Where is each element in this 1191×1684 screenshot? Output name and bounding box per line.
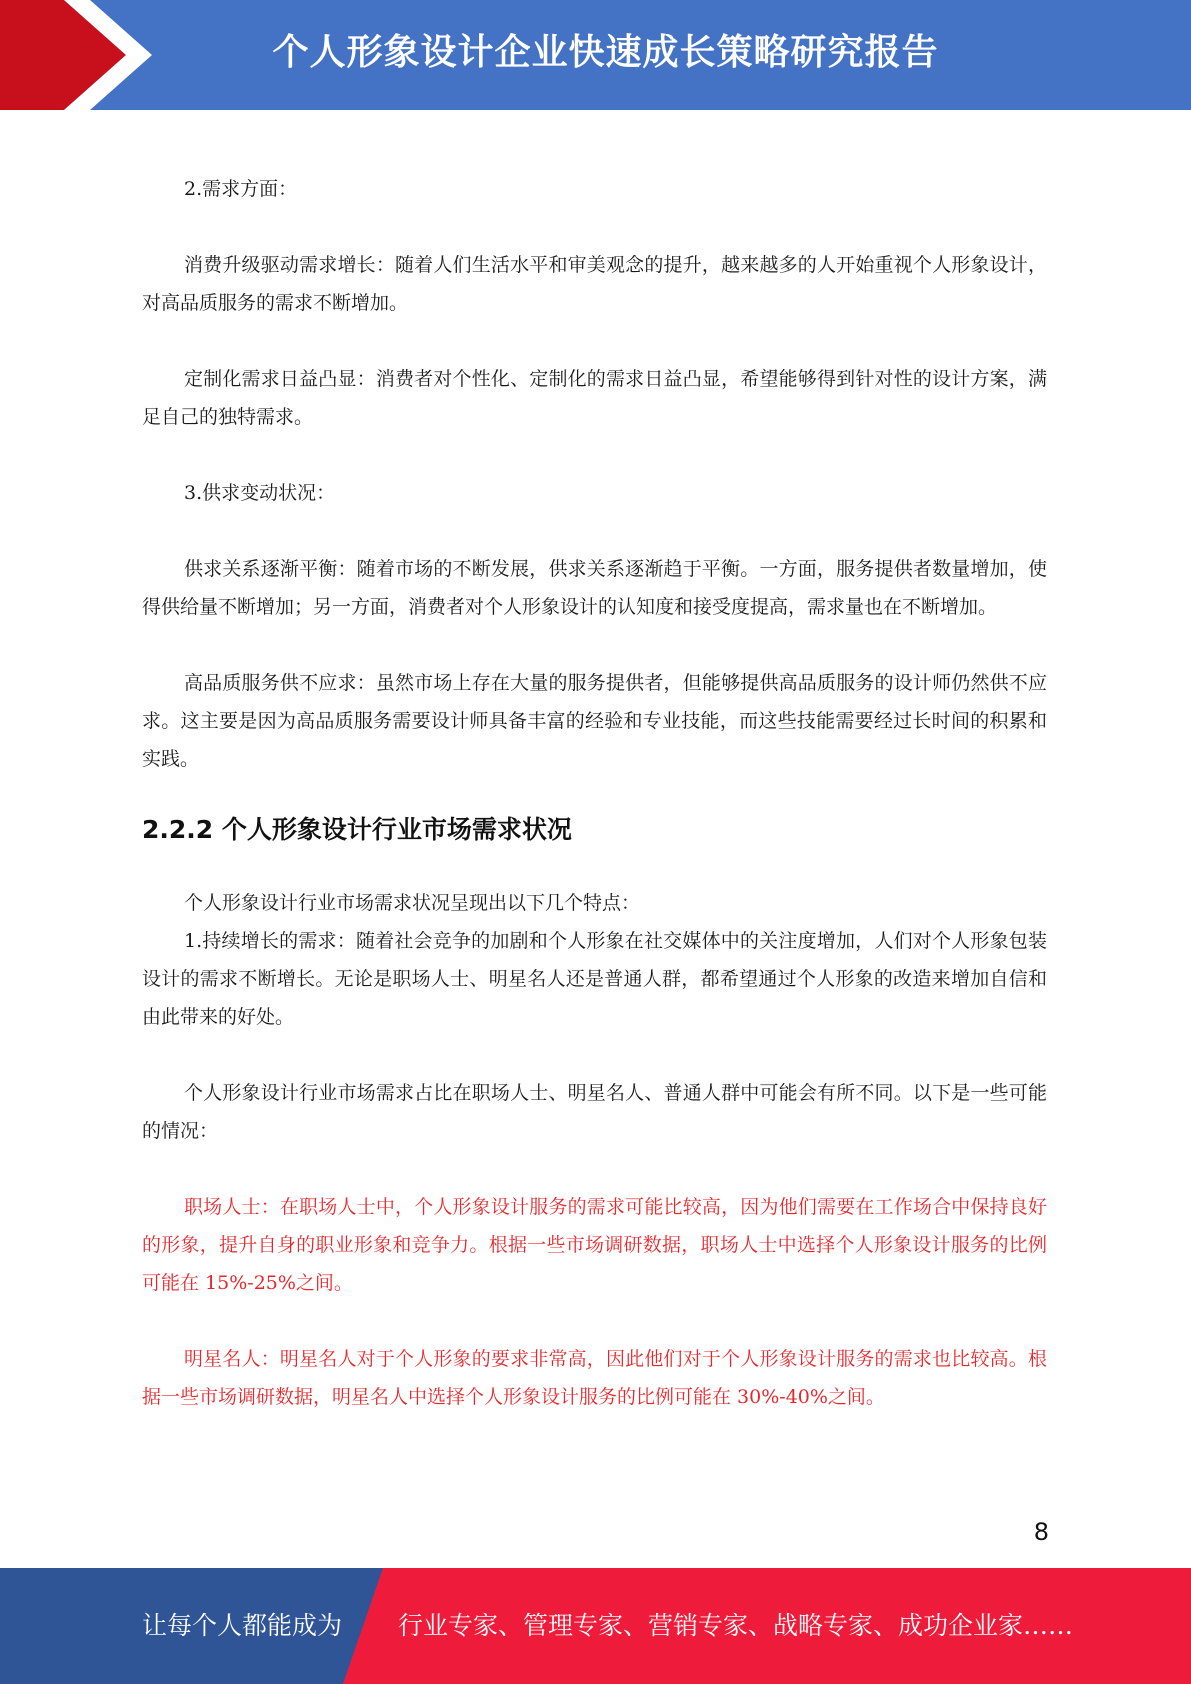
page-number: 8: [1033, 1518, 1049, 1546]
paragraph-consumption-upgrade: 消费升级驱动需求增长：随着人们生活水平和审美观念的提升，越来越多的人开始重视个人形象设计，对高品质服务的需求不断增加。: [142, 254, 1047, 314]
paragraph-high-quality-shortage: 高品质服务供不应求：虽然市场上存在大量的服务提供者，但能够提供高品质服务的设计师仍然供不应求。这主要是因为高品质服务需要设计师具备丰富的经验和专业技能，而这些技能需要经过长时间的积累和实践。: [142, 672, 1047, 770]
report-title: 个人形象设计企业快速成长策略研究报告: [272, 32, 939, 73]
paragraph-celebrities: 明星名人：明星名人对于个人形象的要求非常高，因此他们对于个人形象设计服务的需求也比较高。根据一些市场调研数据，明星名人中选择个人形象设计服务的比例可能在 30%-40%之间。: [142, 1348, 1047, 1408]
paragraph-demand-share: 个人形象设计行业市场需求占比在职场人士、明星名人、普通人群中可能会有所不同。以下是一些可能的情况：: [142, 1082, 1047, 1142]
paragraph-demand-aspect: 2.需求方面：: [184, 178, 298, 200]
page-footer: [0, 1568, 1191, 1684]
paragraph-supply-demand-title: 3.供求变动状况：: [184, 482, 336, 504]
paragraph-market-features: 个人形象设计行业市场需求状况呈现出以下几个特点：: [184, 892, 641, 914]
paragraph-continuous-growth: 1.持续增长的需求：随着社会竞争的加剧和个人形象在社交媒体中的关注度增加，人们对个人形象包装设计的需求不断增长。无论是职场人士、明星名人还是普通人群，都希望通过个人形象的改造来增加自信和由此带来的好处。: [142, 930, 1047, 1028]
paragraph-supply-balance: 供求关系逐渐平衡：随着市场的不断发展，供求关系逐渐趋于平衡。一方面，服务提供者数量增加，使得供给量不断增加；另一方面，消费者对个人形象设计的认知度和接受度提高，需求量也在不断增加。: [142, 558, 1047, 618]
footer-slogan-right: 行业专家、管理专家、营销专家、战略专家、成功企业家……: [398, 1611, 1074, 1640]
page-header: [0, 0, 1191, 110]
paragraph-professionals: 职场人士：在职场人士中，个人形象设计服务的需求可能比较高，因为他们需要在工作场合中保持良好的形象，提升自身的职业形象和竞争力。根据一些市场调研数据，职场人士中选择个人形象设计服务的比例可能在 15%-25%之间。: [142, 1196, 1047, 1294]
footer-slogan-left: 让每个人都能成为: [142, 1611, 343, 1640]
document-body: [142, 170, 1047, 1416]
section-heading: 2.2.2 个人形象设计行业市场需求状况: [142, 815, 572, 844]
paragraph-customization: 定制化需求日益凸显：消费者对个性化、定制化的需求日益凸显，希望能够得到针对性的设计方案，满足自己的独特需求。: [142, 368, 1047, 428]
